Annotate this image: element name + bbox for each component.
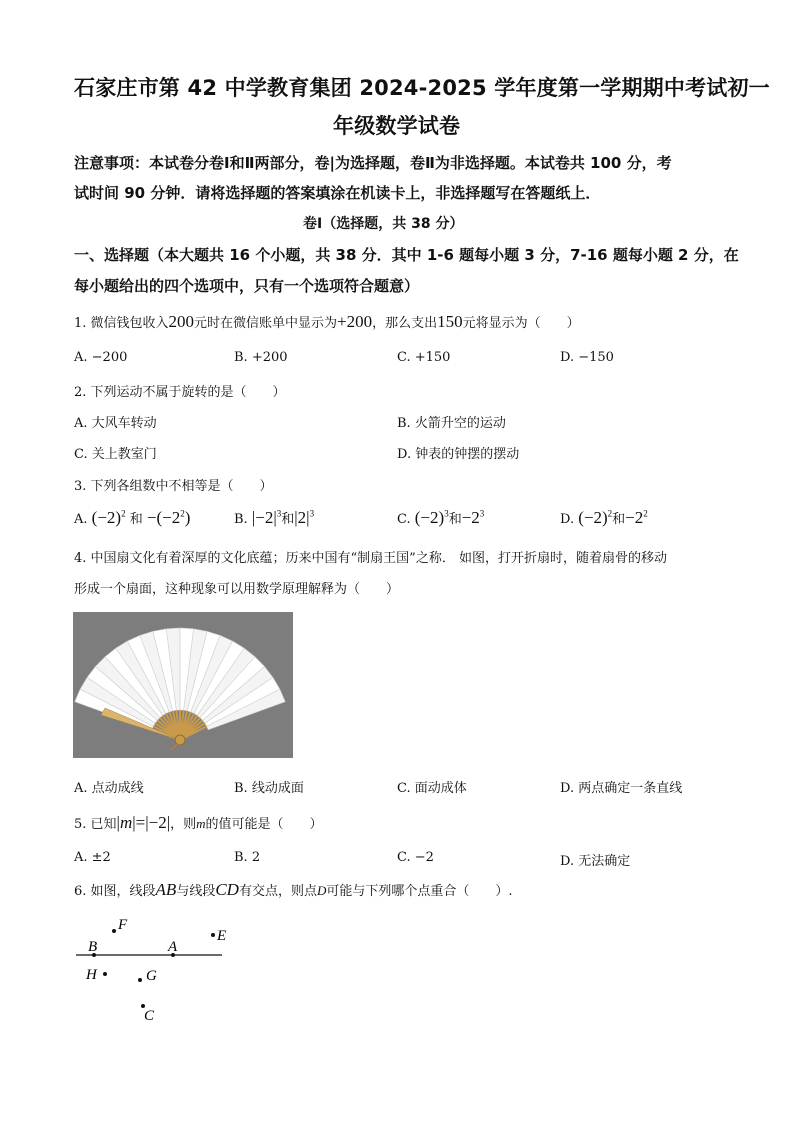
question-3-stem: 3. 下列各组数中不相等是（ ） [74,479,273,494]
q6-text-b: 与线段 [176,884,216,899]
q5-text-a: 5. 已知 [74,817,117,832]
q3-d-he: 和 [612,512,626,527]
label-c: C [144,1008,155,1024]
q3-option-a[interactable] [74,508,190,528]
q6-var-d: D [316,883,327,898]
q2-option-d[interactable]: D. 钟表的钟摆的摆动 [397,447,520,462]
q1-option-c[interactable]: C. +150 [397,350,451,365]
q3-a-expr-right: $-(-2^2)$ [146,508,191,527]
q3-label-a: A. [74,512,88,527]
label-e: E [217,928,227,944]
question-4-line1: 4. 中国扇文化有着深厚的文化底蕴；历来中国有“制扇王国”之称． 如图，打开折扇时，随着扇骨的移动 [74,551,667,566]
q5-option-a[interactable]: A. ±2 [74,850,111,865]
part1-line2: 每小题给出的四个选项中，只有一个选项符合题意） [74,277,420,295]
q1-text-d: 元将显示为（ ） [462,316,580,331]
label-f: F [118,917,128,933]
q5-option-c[interactable]: C. −2 [397,850,434,865]
folding-fan-illustration [73,612,293,758]
q6-points-figure [70,910,250,1030]
q1-text-c: ，那么支出 [372,316,438,331]
q1-option-a[interactable]: A. −200 [74,350,128,365]
label-h: H [86,967,97,983]
q3-d-expr-right: $-2^2$ [625,508,648,527]
q6-ab: AB [155,880,177,899]
question-4-line2: 形成一个扇面，这种现象可以用数学原理解释为（ ） [74,582,400,597]
q4-option-d[interactable]: D. 两点确定一条直线 [560,781,683,796]
q1-num-200: 200 [168,312,195,331]
q3-a-he: 和 [129,512,143,527]
q5-var-m: m [196,816,206,831]
q3-b-expr-right: $|2|^3$ [294,508,315,527]
q3-label-d: D. [560,512,575,527]
q6-text-d: 可能与下列哪个点重合（ ）. [326,884,513,899]
q5-option-b[interactable]: B. 2 [234,850,261,865]
q3-d-expr-left: $(-2)^2$ [578,508,613,527]
question-2-stem: 2. 下列运动不属于旋转的是（ ） [74,385,286,400]
q3-c-expr-right: $-2^3$ [461,508,485,527]
q3-label-b: B. [234,512,248,527]
folding-fan-image [73,612,293,758]
q1-text-a: 1. 微信钱包收入 [74,316,169,331]
q1-num-plus200: +200 [337,312,373,331]
q1-option-d[interactable]: D. −150 [560,350,614,365]
notice-line2: 试时间 90 分钟．请将选择题的答案填涂在机读卡上，非选择题写在答题纸上． [74,184,601,202]
label-b: B [88,939,98,955]
q3-option-c[interactable] [397,508,484,528]
q6-cd: CD [215,880,239,899]
q1-text-b: 元时在微信账单中显示为 [194,316,338,331]
point-e [211,933,215,937]
q4-option-a[interactable]: A. 点动成线 [74,781,144,796]
q4-option-b[interactable]: B. 线动成面 [234,781,304,796]
q3-c-he: 和 [448,512,462,527]
label-g: G [146,968,157,984]
exam-title-line2: 年级数学试卷 [333,114,461,138]
point-h [103,972,107,976]
q3-option-b[interactable] [234,508,314,528]
q3-b-he: 和 [281,512,295,527]
q5-condition-expr: |m|=|−2| [116,813,171,832]
question-6-stem [74,880,513,900]
q1-option-b[interactable]: B. +200 [234,350,288,365]
q5-option-d[interactable]: D. 无法确定 [560,854,631,869]
q3-a-expr-left: $(-2)^2$ [91,508,126,527]
q2-option-c[interactable]: C. 关上教室门 [74,447,157,462]
q5-text-b: ，则 [170,817,197,832]
q3-option-d[interactable] [560,508,648,528]
q4-option-c[interactable]: C. 面动成体 [397,781,467,796]
section-heading: 卷Ⅰ（选择题，共 38 分） [303,216,464,232]
question-5-stem [74,813,323,833]
point-f [112,929,116,933]
point-g [138,978,142,982]
q3-c-expr-left: $(-2)^3$ [414,508,449,527]
label-a: A [168,939,178,955]
q2-option-b[interactable]: B. 火箭升空的运动 [397,416,506,431]
q2-option-a[interactable]: A. 大风车转动 [74,416,157,431]
q6-text-a: 6. 如图，线段 [74,884,156,899]
question-1-stem [74,312,580,332]
notice-line1: 注意事项：本试卷分卷Ⅰ和Ⅱ两部分，卷|为选择题，卷Ⅱ为非选择题。本试卷共 100 分，考 [74,154,672,172]
q3-label-c: C. [397,512,411,527]
exam-title-line1: 石家庄市第 42 中学教育集团 2024-2025 学年度第一学期期中考试初一 [74,76,770,100]
part1-line1: 一、选择题（本大题共 16 个小题，共 38 分．其中 1-6 题每小题 3 分，7-16 题每小题 2 分，在 [74,246,739,264]
q3-b-expr-left: $|-2|^3$ [251,508,282,527]
q1-num-150: 150 [437,312,463,331]
q5-text-c: 的值可能是（ ） [205,817,323,832]
q6-text-c: 有交点，则点 [238,884,317,899]
